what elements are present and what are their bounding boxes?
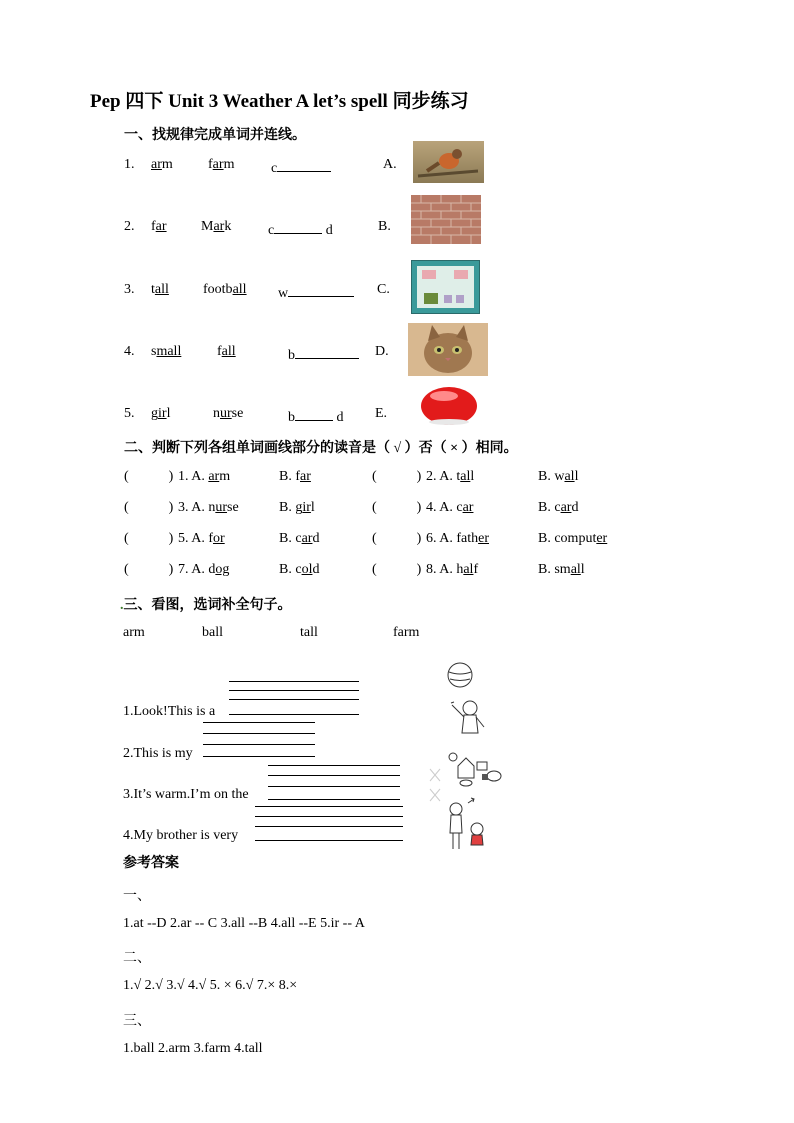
answers-heading: 参考答案 bbox=[123, 856, 179, 871]
s1-picture-letter: C. bbox=[377, 282, 390, 297]
computer-screen-picture bbox=[411, 260, 480, 314]
s1-word-2: fall bbox=[217, 344, 236, 359]
tall-boy-drawing bbox=[446, 797, 492, 853]
farm-drawing bbox=[446, 750, 504, 788]
writing-line[interactable] bbox=[229, 681, 359, 682]
s2-answer-paren[interactable]: ( ) bbox=[124, 562, 174, 577]
writing-line[interactable] bbox=[229, 699, 359, 700]
writing-line[interactable] bbox=[229, 714, 359, 715]
s1-word-2: football bbox=[203, 282, 247, 297]
writing-line[interactable] bbox=[268, 786, 400, 787]
section2-heading: 二、判断下列各组单词画线部分的读音是（ √ ）否（ × ）相同。 bbox=[124, 441, 518, 456]
section1-heading: 一、找规律完成单词并连线。 bbox=[124, 128, 306, 143]
answers-s1: 1.at --D 2.ar -- C 3.all --B 4.all --E 5.ir -- A bbox=[123, 916, 365, 931]
writing-line[interactable] bbox=[203, 733, 315, 734]
page-title: Pep 四下 Unit 3 Weather A let’s spell 同步练习 bbox=[90, 91, 469, 112]
writing-line[interactable] bbox=[203, 722, 315, 723]
s2-option-a: 2. A. tall bbox=[426, 469, 475, 484]
sentence-3: 3.It’s warm.I’m on the bbox=[123, 787, 249, 802]
s2-answer-paren[interactable]: ( ) bbox=[124, 469, 174, 484]
word-bank-farm: farm bbox=[393, 625, 420, 640]
cat-photo bbox=[408, 323, 488, 376]
s2-option-a: 5. A. for bbox=[178, 531, 225, 546]
answers-s1-label: 一、 bbox=[123, 889, 151, 904]
s2-option-b: B. card bbox=[538, 500, 579, 515]
s2-option-b: B. small bbox=[538, 562, 585, 577]
s1-word-1: girl bbox=[151, 406, 171, 421]
s2-option-b: B. card bbox=[279, 531, 320, 546]
word-bank-ball: ball bbox=[202, 625, 223, 640]
writing-line[interactable] bbox=[255, 816, 403, 817]
answers-s2: 1.√ 2.√ 3.√ 4.√ 5. × 6.√ 7.× 8.× bbox=[123, 978, 298, 993]
s2-answer-paren[interactable]: ( ) bbox=[372, 562, 422, 577]
word-bank-arm: arm bbox=[123, 625, 145, 640]
s2-answer-paren[interactable]: ( ) bbox=[124, 500, 174, 515]
s1-word-1: arm bbox=[151, 157, 173, 172]
s1-row-number: 2. bbox=[124, 219, 135, 234]
word-bank-tall: tall bbox=[300, 625, 318, 640]
s1-word-1: far bbox=[151, 219, 167, 234]
s1-picture-letter: D. bbox=[375, 344, 389, 359]
s1-fill-word[interactable]: w bbox=[278, 282, 354, 302]
sentence-4: 4.My brother is very bbox=[123, 828, 239, 843]
answers-s3: 1.ball 2.arm 3.farm 4.tall bbox=[123, 1041, 263, 1056]
brick-wall-photo bbox=[411, 195, 481, 244]
girl-arm-drawing bbox=[446, 699, 488, 739]
bird-photo bbox=[413, 141, 484, 183]
s2-option-b: B. far bbox=[279, 469, 311, 484]
s1-row-number: 5. bbox=[124, 406, 135, 421]
s2-option-b: B. computer bbox=[538, 531, 608, 546]
writing-line[interactable] bbox=[229, 690, 359, 691]
s1-picture-letter: E. bbox=[375, 406, 388, 421]
answers-s2-label: 二、 bbox=[123, 951, 151, 966]
s1-fill-word[interactable]: b bbox=[288, 344, 359, 364]
writing-line[interactable] bbox=[268, 765, 400, 766]
s2-option-a: 8. A. half bbox=[426, 562, 479, 577]
s2-option-a: 6. A. father bbox=[426, 531, 489, 546]
s2-option-a: 4. A. car bbox=[426, 500, 474, 515]
writing-line[interactable] bbox=[203, 744, 315, 745]
ball-drawing bbox=[446, 660, 474, 690]
s2-option-a: 1. A. arm bbox=[178, 469, 231, 484]
answers-s3-label: 三、 bbox=[123, 1014, 151, 1029]
s2-option-a: 7. A. dog bbox=[178, 562, 230, 577]
s1-row-number: 1. bbox=[124, 157, 135, 172]
writing-line[interactable] bbox=[268, 799, 400, 800]
s1-word-1: tall bbox=[151, 282, 169, 297]
writing-line[interactable] bbox=[255, 806, 403, 807]
s1-picture-letter: A. bbox=[383, 157, 397, 172]
s1-word-2: nurse bbox=[213, 406, 244, 421]
s1-fill-word[interactable]: c d bbox=[268, 219, 333, 239]
writing-line[interactable] bbox=[203, 756, 315, 757]
section3-heading: .三、看图，选词补全句子。 bbox=[120, 598, 292, 613]
sentence-1: 1.Look!This is a bbox=[123, 704, 216, 719]
s1-row-number: 3. bbox=[124, 282, 135, 297]
s1-fill-word[interactable]: c bbox=[271, 157, 331, 177]
writing-line[interactable] bbox=[268, 775, 400, 776]
s2-answer-paren[interactable]: ( ) bbox=[372, 469, 422, 484]
sentence-2: 2.This is my bbox=[123, 746, 193, 761]
s2-option-b: B. girl bbox=[279, 500, 315, 515]
s2-option-a: 3. A. nurse bbox=[178, 500, 239, 515]
s1-fill-word[interactable]: b d bbox=[288, 406, 344, 426]
s1-word-2: farm bbox=[208, 157, 235, 172]
s2-option-b: B. wall bbox=[538, 469, 579, 484]
s2-answer-paren[interactable]: ( ) bbox=[372, 531, 422, 546]
s1-picture-letter: B. bbox=[378, 219, 391, 234]
s2-option-b: B. cold bbox=[279, 562, 320, 577]
s1-word-2: Mark bbox=[201, 219, 232, 234]
s2-answer-paren[interactable]: ( ) bbox=[124, 531, 174, 546]
red-ball-picture bbox=[414, 382, 484, 427]
s1-word-1: small bbox=[151, 344, 182, 359]
writing-line[interactable] bbox=[255, 840, 403, 841]
writing-line[interactable] bbox=[255, 826, 403, 827]
s2-answer-paren[interactable]: ( ) bbox=[372, 500, 422, 515]
faint-cross-mark bbox=[428, 765, 442, 805]
s1-row-number: 4. bbox=[124, 344, 135, 359]
